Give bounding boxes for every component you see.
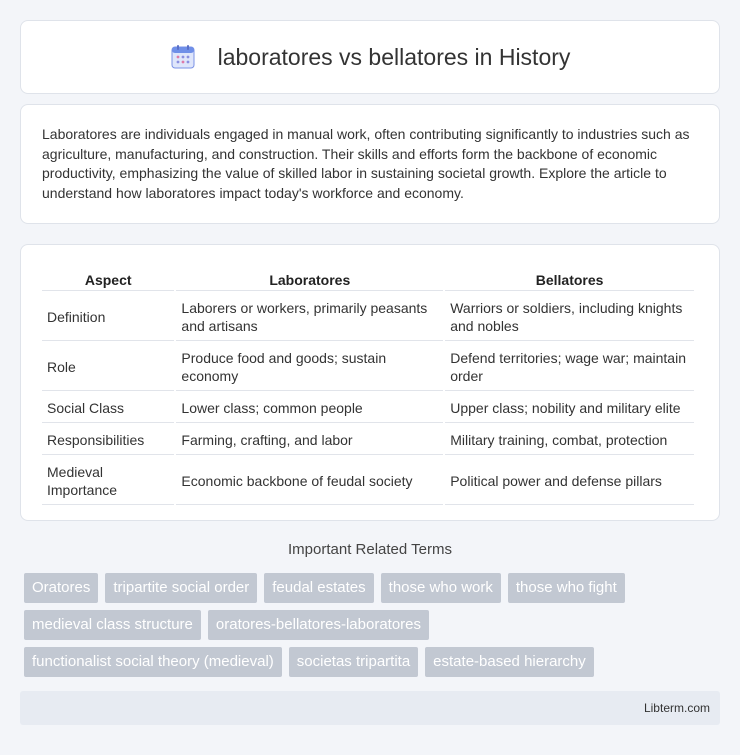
related-terms-title: Important Related Terms <box>288 541 452 558</box>
comparison-table-card <box>20 244 720 521</box>
tag-link[interactable]: those who fight <box>508 573 625 603</box>
column-header-laboratores: Laboratores <box>176 267 443 291</box>
table-row <box>42 457 694 505</box>
column-header-aspect: Aspect <box>42 267 174 291</box>
table-row <box>42 293 694 341</box>
tag-link[interactable]: Oratores <box>24 573 98 603</box>
tag-link[interactable]: functionalist social theory (medieval) <box>24 647 282 677</box>
tag-row <box>24 647 724 677</box>
table-cell: Farming, crafting, and labor <box>176 425 443 455</box>
table-cell: Produce food and goods; sustain economy <box>176 343 443 391</box>
tag-link[interactable]: feudal estates <box>264 573 373 603</box>
column-header-bellatores: Bellatores <box>445 267 694 291</box>
table-row <box>42 393 694 423</box>
tag-link[interactable]: those who work <box>381 573 501 603</box>
footer-site-link[interactable]: Libterm.com <box>643 701 710 715</box>
table-cell: Defend territories; wage war; maintain order <box>445 343 694 391</box>
table-cell: Medieval Importance <box>42 457 174 505</box>
table-cell: Lower class; common people <box>176 393 443 423</box>
intro-text: Laboratores are individuals engaged in manual work, often contributing significantly to industries such as agriculture, manufacturing, and construction. Their skills and efforts form the backbone of economic productivity, emphasizing the value of skilled labor in sustaining societal growth. Explore the article to understand how laboratores impact today's workforce and economy. <box>42 126 690 201</box>
footer <box>20 691 720 725</box>
table-cell: Social Class <box>42 393 174 423</box>
comparison-table <box>40 265 696 507</box>
tag-link[interactable]: estate-based hierarchy <box>425 647 594 677</box>
tag-row <box>24 573 724 603</box>
table-cell: Warriors or soldiers, including knights and nobles <box>445 293 694 341</box>
table-cell: Military training, combat, protection <box>445 425 694 455</box>
tag-row <box>24 610 724 640</box>
title-wrap <box>170 44 571 71</box>
calendar-icon <box>170 44 196 70</box>
related-terms-tags <box>24 573 724 684</box>
intro-card <box>20 104 720 224</box>
tag-link[interactable]: medieval class structure <box>24 610 201 640</box>
table-cell: Role <box>42 343 174 391</box>
table-cell: Laborers or workers, primarily peasants and artisans <box>176 293 443 341</box>
table-cell: Political power and defense pillars <box>445 457 694 505</box>
tag-link[interactable]: oratores-bellatores-laboratores <box>208 610 429 640</box>
table-cell: Responsibilities <box>42 425 174 455</box>
table-cell: Definition <box>42 293 174 341</box>
header-card <box>20 20 720 94</box>
table-row <box>42 343 694 391</box>
table-cell: Economic backbone of feudal society <box>176 457 443 505</box>
table-header-row <box>42 267 694 291</box>
tag-link[interactable]: tripartite social order <box>105 573 257 603</box>
table-row <box>42 425 694 455</box>
tag-link[interactable]: societas tripartita <box>289 647 418 677</box>
table-cell: Upper class; nobility and military elite <box>445 393 694 423</box>
page-title: laboratores vs bellatores in History <box>217 43 571 70</box>
